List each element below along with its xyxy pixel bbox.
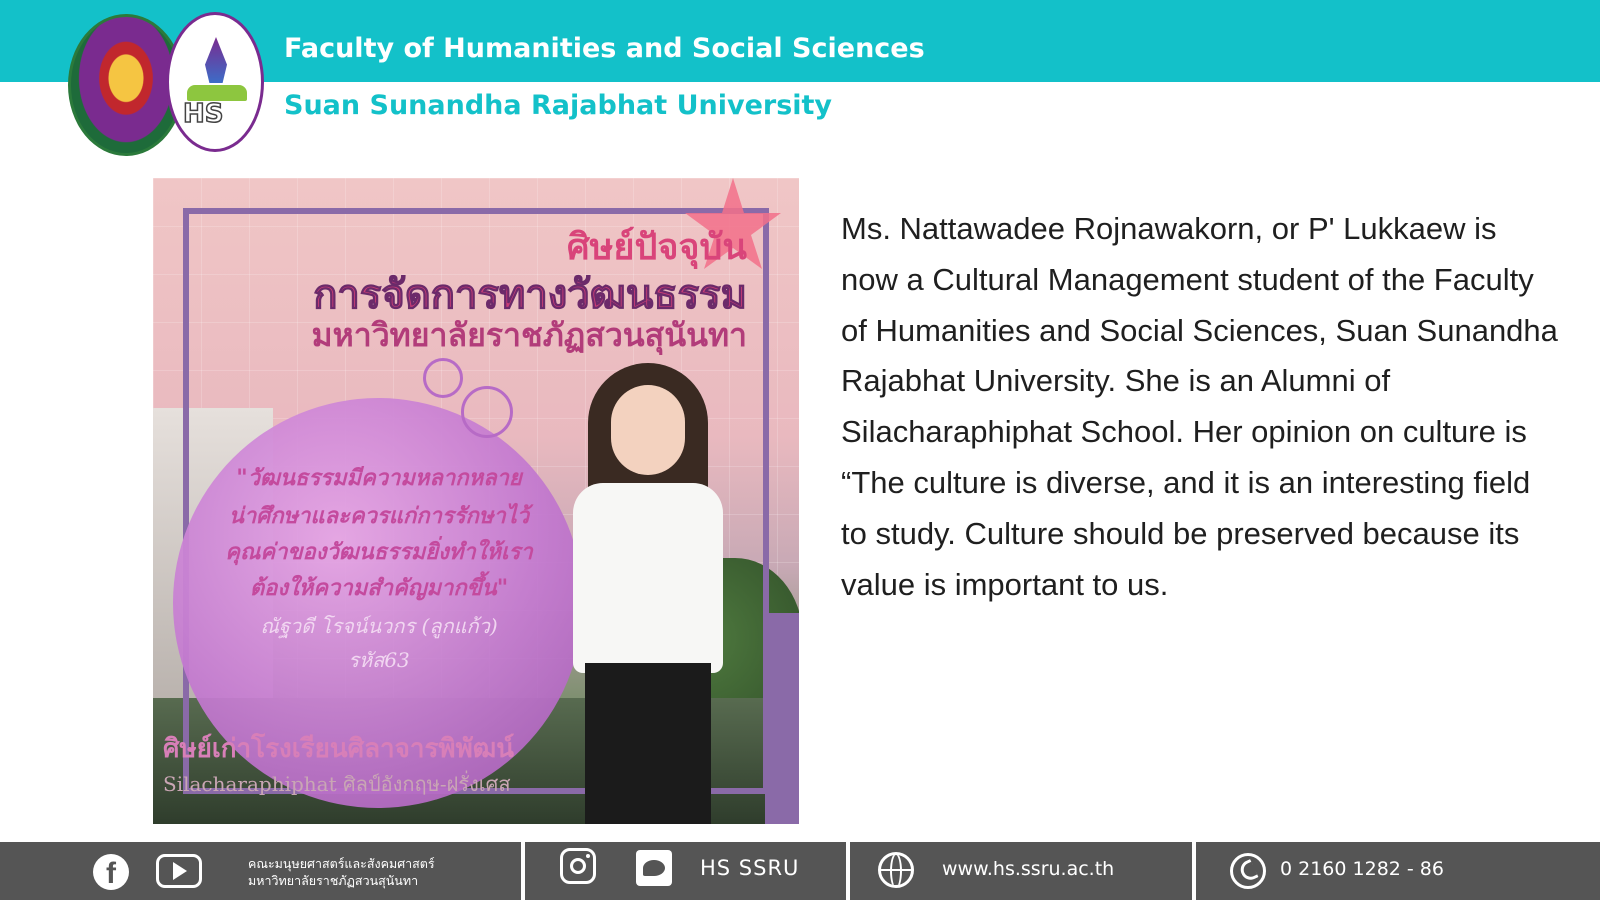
- student-poster: [153, 178, 799, 824]
- quote-line: ต้องให้ความสำคัญมากขึ้น": [249, 575, 509, 601]
- footer-university-thai: มหาวิทยาลัยราชภัฏสวนสุนันทา: [248, 873, 419, 888]
- university-name: Suan Sunandha Rajabhat University: [284, 90, 833, 121]
- twitter-icon[interactable]: [636, 850, 672, 886]
- poster-title-program: การจัดการทางวัฒนธรรม: [313, 272, 747, 318]
- poster-accent-bar: [765, 613, 799, 824]
- quote-line: น่าศึกษาและควรแก่การรักษาไว้: [228, 503, 530, 529]
- student-shirt: [573, 483, 723, 673]
- faculty-title: Faculty of Humanities and Social Sciences: [284, 33, 925, 64]
- youtube-icon[interactable]: [156, 854, 202, 888]
- phone-icon[interactable]: [1230, 853, 1266, 889]
- quote-line: คุณค่าของวัฒนธรรมยิ่งทำให้เรา: [225, 539, 533, 565]
- globe-icon[interactable]: [878, 852, 914, 888]
- small-bubble: [461, 386, 513, 438]
- alumni-major: Silacharaphiphat ศิลป์อังกฤษ-ฝรั่งเศส: [163, 772, 511, 796]
- poster-title-current-student: ศิษย์ปัจจุบัน: [566, 227, 747, 268]
- hs-faculty-logo: [166, 12, 264, 152]
- poster-title-university: มหาวิทยาลัยราชภัฏสวนสุนันทา: [311, 316, 747, 354]
- student-face: [611, 385, 685, 475]
- phone-number[interactable]: 0 2160 1282 - 86: [1280, 858, 1444, 880]
- hs-logo-text: HS: [183, 99, 224, 129]
- student-description: Ms. Nattawadee Rojnawakorn, or P' Lukkaew is now a Cultural Management student of the Faculty of Humanities and Social Sciences, Suan Sunandha Rajabhat University. She is an Alumni of Silacharaphiphat School. Her opinion on culture is “The culture is diverse, and it is an interesting field to study. Culture should be preserved because its value is important to us.: [841, 211, 1558, 602]
- alumni-school: ศิษย์เก่าโรงเรียนศิลาจารพิพัฒน์: [163, 734, 514, 764]
- tower-icon: [205, 37, 227, 83]
- student-name: ณัฐวดี โรจน์นวกร (ลูกแก้ว): [260, 614, 498, 638]
- student-photo: [563, 363, 733, 824]
- instagram-icon[interactable]: [560, 848, 596, 884]
- footer-bar: [0, 842, 1600, 900]
- student-code: รหัส63: [348, 648, 410, 672]
- footer-divider: [846, 842, 850, 900]
- footer-faculty-thai: คณะมนุษยศาสตร์และสังคมศาสตร์: [248, 856, 435, 871]
- footer-divider: [521, 842, 525, 900]
- small-bubble: [423, 358, 463, 398]
- quote-line: "วัฒนธรรมมีความหลากหลาย: [236, 465, 522, 491]
- facebook-icon[interactable]: f: [93, 854, 129, 890]
- social-handle[interactable]: HS SSRU: [700, 856, 800, 880]
- website-link[interactable]: www.hs.ssru.ac.th: [942, 858, 1115, 880]
- footer-divider: [1192, 842, 1196, 900]
- student-skirt: [585, 663, 711, 824]
